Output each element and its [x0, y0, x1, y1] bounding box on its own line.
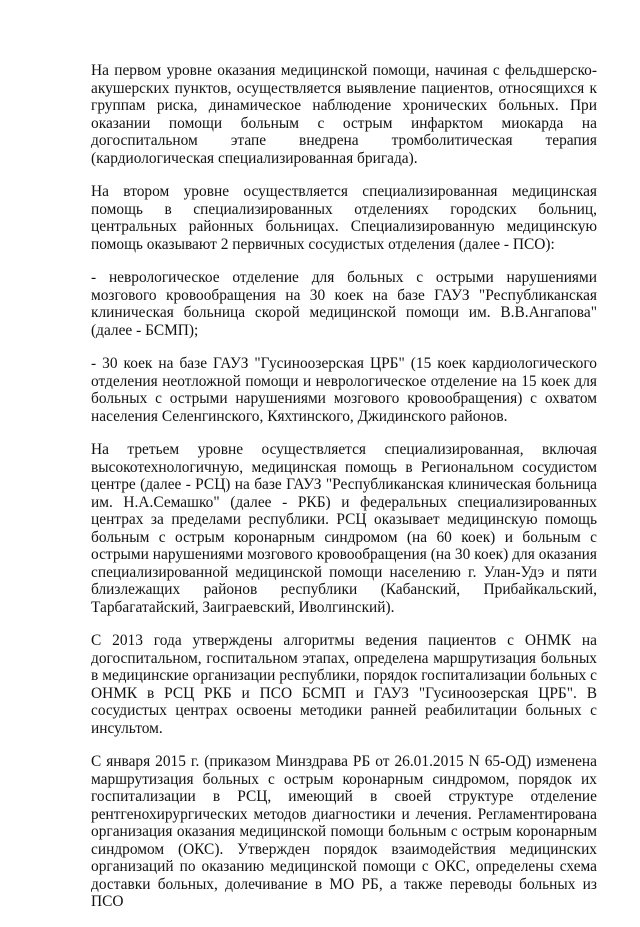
- paragraph-gusinoozersk-crb: - 30 коек на базе ГАУЗ "Гусиноозерская ЦРБ" (15 коек кардиологического отделения неотложной помощи и неврологическое отделение на 15 коек для больных с острыми нарушениями мозгового кровообращения) с охватом населения Селенгинского, Кяхтинского, Джидинского районов.: [91, 355, 597, 425]
- paragraph-third-level-care: На третьем уровне осуществляется специализированная, включая высокотехнологичную, медицинская помощь в Региональном сосудистом центре (далее - РСЦ) на базе ГАУЗ "Республиканская клиническая больница им. Н.А.Семашко" (далее - РКБ) и федеральных специализированных центрах за пределами республики. РСЦ оказывает медицинскую помощь больным с острым коронарным синдромом (на 60 коек) и больным с острыми нарушениями мозгового кровообращения (на 30 коек) для оказания специализированной медицинской помощи населению г. Улан-Удэ и пяти близлежащих районов республики (Кабанский, Прибайкальский, Тарбагатайский, Заиграевский, Иволгинский).: [91, 441, 597, 616]
- paragraph-2015-routing: С января 2015 г. (приказом Минздрава РБ от 26.01.2015 N 65-ОД) изменена маршрутизация больных с острым коронарным синдромом, порядок их госпитализации в РСЦ, имеющий в своей структуре отделение рентгенохирургических методов диагностики и лечения. Регламентирована организация оказания медицинской помощи больным с острым коронарным синдромом (ОКС). Утвержден порядок взаимодействия медицинских организаций по оказанию медицинской помощи с ОКС, определены схема доставки больных, долечивание в МО РБ, а также переводы больных из ПСО: [91, 753, 597, 910]
- paragraph-first-level-care: На первом уровне оказания медицинской помощи, начиная с фельдшерско-акушерских пунктов, осуществляется выявление пациентов, относящихся к группам риска, динамическое наблюдение хронических больных. При оказании помощи больным с острым инфарктом миокарда на догоспитальном этапе внедрена тромболитическая терапия (кардиологическая специализированная бригада).: [91, 62, 597, 167]
- document-body: [91, 62, 597, 927]
- paragraph-onmk-algorithms: С 2013 года утверждены алгоритмы ведения пациентов с ОНМК на догоспитальном, госпитальном этапах, определена маршрутизация больных в медицинские организации республики, порядок госпитализации больных с ОНМК в РСЦ РКБ и ПСО БСМП и ГАУЗ "Гусиноозерская ЦРБ". В сосудистых центрах освоены методики ранней реабилитации больных с инсультом.: [91, 632, 597, 737]
- paragraph-second-level-care: На втором уровне осуществляется специализированная медицинская помощь в специализированных отделениях городских больниц, центральных районных больницах. Специализированную медицинскую помощь оказывают 2 первичных сосудистых отделения (далее - ПСО):: [91, 183, 597, 253]
- paragraph-neurology-department: - неврологическое отделение для больных с острыми нарушениями мозгового кровообращения на 30 коек на базе ГАУЗ "Республиканская клиническая больница скорой медицинской помощи им. В.В.Ангапова" (далее - БСМП);: [91, 269, 597, 339]
